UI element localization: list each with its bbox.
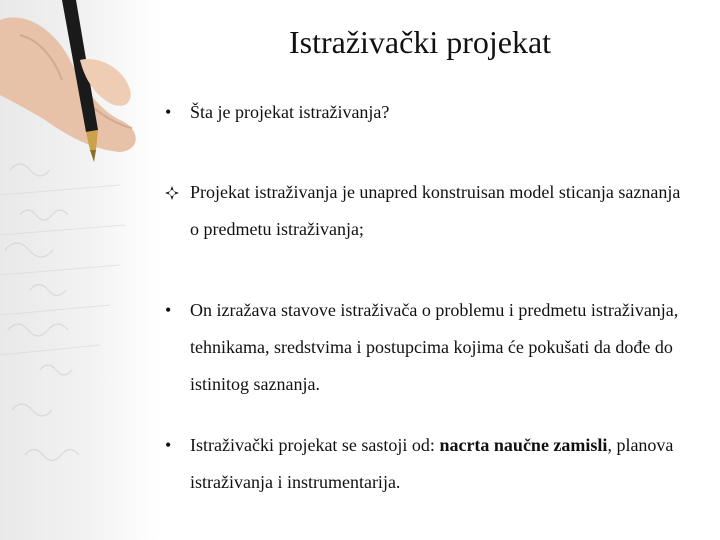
diamond-bullet-svg-icon	[165, 186, 179, 200]
bullet-dot-icon: •	[165, 102, 172, 122]
bullet-item-4-text-start: Istraživački projekat se sastoji od:	[190, 435, 440, 455]
diamond-bullet-icon	[165, 174, 185, 211]
bullet-item-4-text	[190, 427, 685, 501]
pen-hand-illustration-icon	[0, 0, 160, 540]
bullet-item-2-text: Projekat istraživanja je unapred konstruisan model sticanja saznanja o predmetu istraživanja;	[190, 182, 681, 239]
bullet-item-4-bold-term: nacrta naučne zamisli	[439, 435, 608, 455]
bullet-item-4	[165, 427, 685, 501]
bullet-dot-icon: •	[165, 435, 172, 455]
bullet-item-1-text: Šta je projekat istraživanja?	[190, 102, 390, 122]
slide-title: Istraživački projekat	[288, 24, 552, 60]
bullet-dot-icon: •	[165, 300, 172, 320]
bullet-item-2	[165, 174, 685, 248]
bullet-item-3	[165, 292, 685, 403]
bullet-item-4-text-end: , planova istraživanja i instrumentarija.	[190, 435, 674, 492]
bullet-item-3-text: On izražava stavove istraživača o problemu i predmetu istraživanja, tehnikama, sredstvima i postupcima kojima će pokušati da dođe do istinitog saznanja.	[190, 300, 679, 394]
bullet-item-1	[165, 94, 685, 131]
pen-on-paper-photo	[0, 0, 160, 540]
